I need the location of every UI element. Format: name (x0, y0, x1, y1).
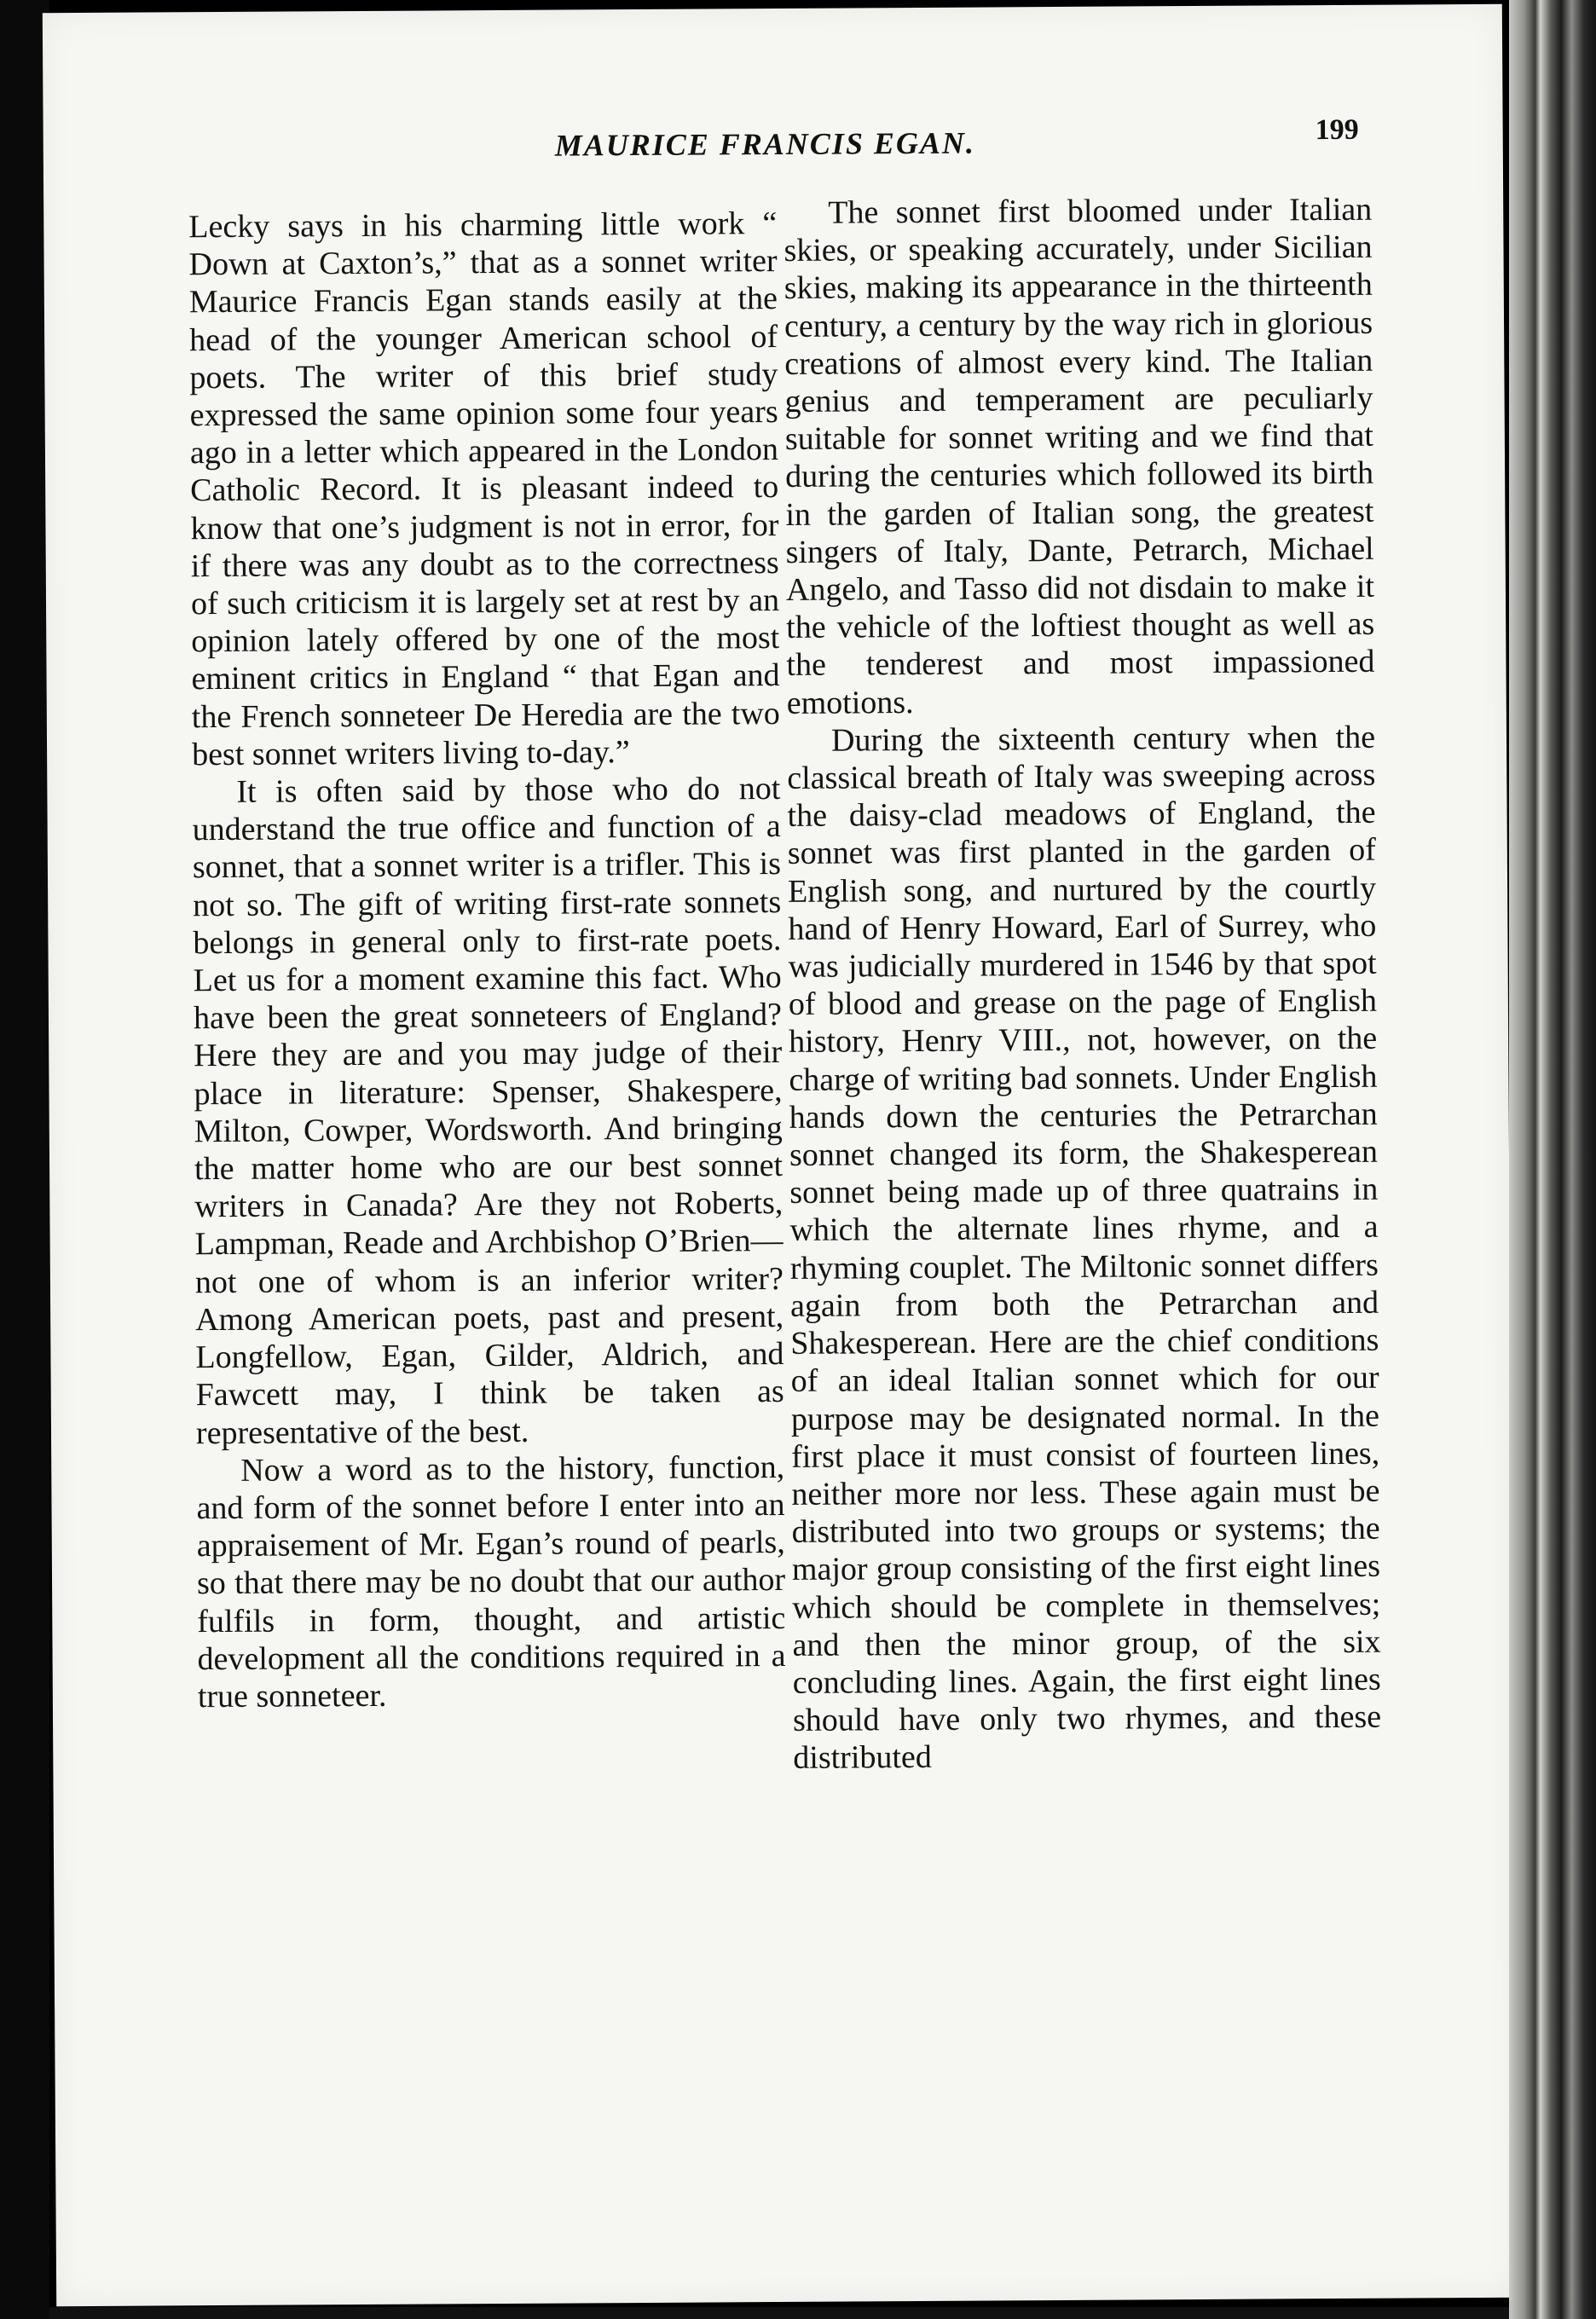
scan-border-bottom (49, 2307, 1509, 2319)
left-column (188, 205, 786, 1715)
running-title: MAURICE FRANCIS EGAN. (554, 125, 976, 163)
paragraph: It is often said by those who do not understand the true office and function of a sonnet, that a sonnet writer is a trifler. This is not so. The gift of writing first-rate sonnets belongs in general only to first-rate poets. Let us for a moment examine this fact. Who have been the great sonneteers of England? Here they are and you may judge of their place in literature: Spenser, Shakespere, Milton, Cowper, Wordsworth. And bringing the matter home who are our best sonnet writers in Canada? Are they not Roberts, Lampman, Reade and Archbishop O’Brien—not one of whom is an inferior writer? Among American poets, past and present, Longfellow, Egan, Gilder, Aldrich, and Fawcett may, I think be taken as representative of the best. (192, 771, 784, 1451)
book-page (43, 4, 1516, 2306)
paragraph: The sonnet first bloomed under Italian skies, or speaking accurately, under Sicilian skies, making its appearance in the thirteenth century, a century by the way rich in glorious creations of almost every kind. The Italian genius and temperament are peculiarly suitable for sonnet writing and we find that during the centuries which followed its birth in the garden of Italian song, the greatest singers of Italy, Dante, Petrarch, Michael Angelo, and Tasso did not disdain to make it the vehicle of the loftiest thought as well as the tenderest and most impassioned emotions. (784, 191, 1375, 721)
paragraph: Lecky says in his charming little work “ Down at Caxton’s,” that as a sonnet writer Maurice Francis Egan stands easily at the head of the younger American school of poets. The writer of this brief study expressed the same opinion some four years ago in a letter which appeared in the London Catholic Record. It is pleasant indeed to know that one’s judgment is not in error, for if there was any doubt as to the correctness of such criticism it is largely set at rest by an opinion lately offered by one of the most eminent critics in England “ that Egan and the French sonneteer De Heredia are the two best sonnet writers living to-day.” (188, 205, 780, 773)
paragraph: Now a word as to the history, function, and form of the sonnet before I enter into an appraisement of Mr. Egan’s round of pearls, so that there may be no doubt that our author fulfils in form, thought, and artistic development all the conditions required in a true sonneteer. (196, 1449, 786, 1715)
book-spine-edge (1509, 0, 1596, 2319)
scan-border-left (0, 0, 49, 2319)
right-column (784, 191, 1381, 1778)
paragraph: During the sixteenth century when the classical breath of Italy was sweeping across the daisy-clad meadows of England, the sonnet was first planted in the garden of English song, and nurtured by the courtly hand of Henry Howard, Earl of Surrey, who was judicially murdered in 1546 by that spot of blood and grease on the page of English history, Henry VIII., not, however, on the charge of writing bad sonnets. Under English hands down the centuries the Petrarchan sonnet changed its form, the Shakesperean sonnet being made up of three quatrains in which the alternate lines rhyme, and a rhyming couplet. The Miltonic sonnet differs again from both the Petrarchan and Shakesperean. Here are the chief conditions of an ideal Italian sonnet which for our purpose may be designated normal. In the first place it must consist of fourteen lines, neither more nor less. These again must be distributed into two groups or systems; the major group consisting of the first eight lines which should be complete in themselves; and then the minor group, of the six concluding lines. Again, the first eight lines should have only two rhymes, and these distributed (787, 719, 1382, 1777)
page-number: 199 (1315, 113, 1359, 147)
